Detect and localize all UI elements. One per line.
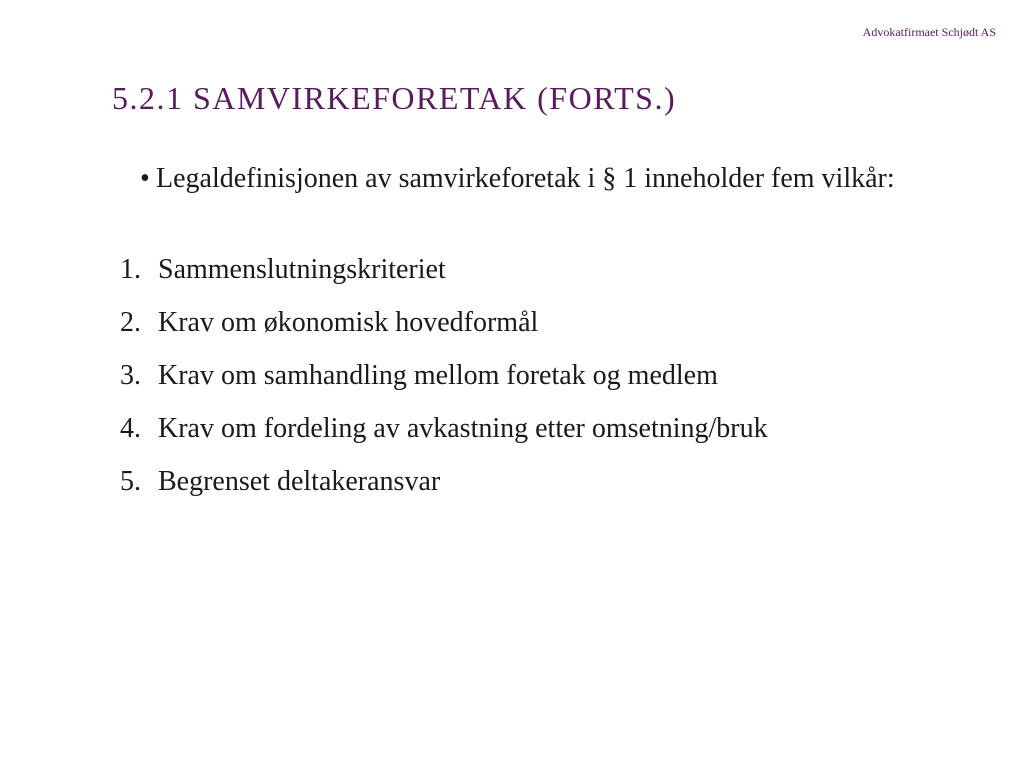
firm-name: Advokatfirmaet Schjødt AS — [862, 25, 996, 39]
list-item-text: Sammenslutningskriteriet — [158, 254, 446, 285]
slide-title: 5.2.1 SAMVIRKEFORETAK (FORTS.) — [112, 80, 677, 116]
bullet-text: Legaldefinisjonen av samvirkeforetak i § 1 inneholder fem vilkår: — [156, 163, 895, 194]
list-item-number: 1. — [120, 254, 141, 285]
list-item-number: 5. — [120, 466, 141, 497]
list-item — [120, 462, 768, 515]
numbered-list — [120, 250, 768, 515]
list-item — [120, 409, 768, 462]
list-item-number: 2. — [120, 307, 141, 338]
list-item-text: Krav om økonomisk hovedformål — [158, 307, 539, 338]
list-item — [120, 356, 768, 409]
list-item — [120, 303, 768, 356]
list-item-text: Krav om samhandling mellom foretak og medlem — [158, 360, 718, 391]
bullet-point — [140, 162, 900, 196]
list-item-number: 3. — [120, 360, 141, 391]
list-item-number: 4. — [120, 413, 141, 444]
list-item-text: Begrenset deltakeransvar — [158, 466, 441, 497]
list-item-text: Krav om fordeling av avkastning etter omsetning/bruk — [158, 413, 768, 444]
bullet-mark: • — [140, 163, 150, 194]
list-item — [120, 250, 768, 303]
